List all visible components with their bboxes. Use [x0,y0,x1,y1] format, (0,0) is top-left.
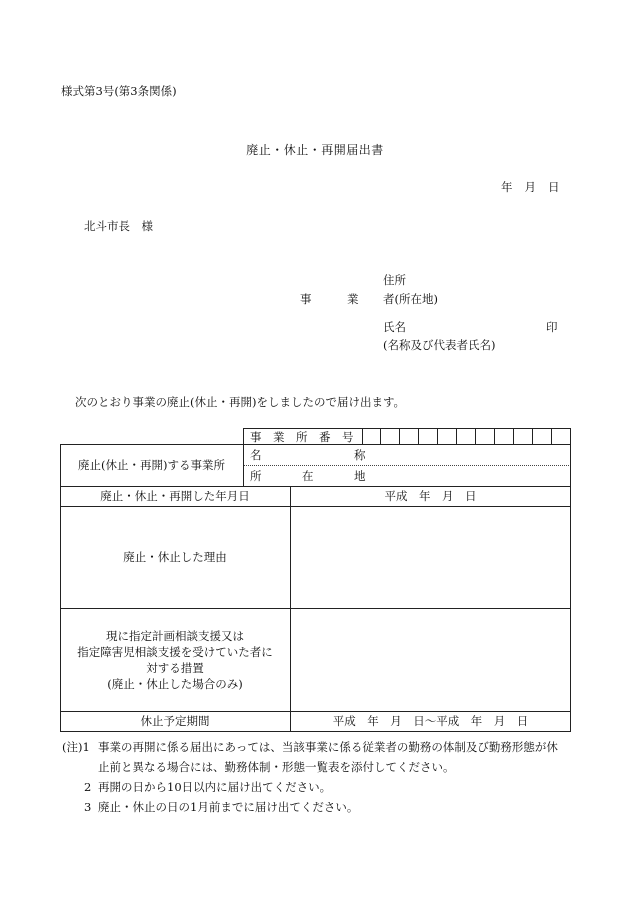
notification-table [60,428,571,732]
office-name-label [250,447,366,463]
date-month-label: 月 [524,180,536,194]
note-item [62,737,582,757]
note-text: 廃止・休止の日の1月前までに届け出てください。 [98,800,359,814]
measures-line: 現に指定計画相談支援又は [106,628,244,643]
office-location-char: 地 [354,469,366,483]
digit-box-rule [380,428,381,444]
seal-label: 印 [546,320,558,334]
date-label: 廃止・休止・再開した年月日 [100,489,250,503]
note-item [62,757,582,777]
table-rule [290,486,291,732]
office-number-char: 業 [273,430,285,444]
reason-label: 廃止・休止した理由 [123,550,227,564]
measures-line: 指定障害児相談支援を受けていた者に [77,644,273,659]
notes [62,737,582,817]
measures-label [60,608,290,711]
office-number-char: 事 [250,430,262,444]
digit-box-rule [418,428,419,444]
measures-line: (廃止・休止した場合のみ) [107,676,243,691]
table-rule [362,428,363,444]
digit-box-rule [437,428,438,444]
table-rule [570,428,571,732]
digit-box-rule [475,428,476,444]
note-text: 事業の再開に係る届出にあっては、当該事業に係る従業者の勤務の体制及び勤務形態が休 [98,740,558,754]
name-label: 氏名 [383,320,406,334]
digit-box-rule [456,428,457,444]
digit-box-rule [494,428,495,444]
note-marker: 3 [84,800,92,814]
date-value: 平成 年 月 日 [384,489,477,503]
office-number-char: 号 [342,430,354,444]
period-value: 平成 年 月 日～平成 年 月 日 [332,714,529,728]
office-location-char: 所 [250,469,262,483]
note-item [62,777,582,797]
office-number-char: 所 [296,430,308,444]
date-line [501,179,560,195]
office-name-char: 名 [250,448,262,462]
note-text: 止前と異なる場合には、勤務体制・形態一覧表を添付してください。 [98,760,455,774]
office-name-char: 称 [354,448,366,462]
note-marker: 2 [84,780,92,794]
addressee: 北斗市長 様 [84,219,153,233]
name-note: (名称及び代表者氏名) [383,338,496,352]
office-label: 廃止(休止・再開)する事業所 [78,458,225,472]
digit-box-rule [532,428,533,444]
form-number: 様式第3号(第3条関係) [61,84,177,98]
jigyosha-char: 者 [383,292,395,306]
location-label: (所在地) [394,292,438,306]
date-day-label: 日 [548,180,560,194]
measures-line: 対する措置 [146,660,204,675]
note-marker: (注)1 [62,740,90,754]
jigyosha-label [300,291,438,307]
table-rule-dotted [243,465,571,466]
intro-text: 次のとおり事業の廃止(休止・再開)をしましたので届け出ます。 [75,395,406,409]
table-rule [243,428,244,486]
digit-box-rule [551,428,552,444]
office-location-label [250,468,366,484]
document-title: 廃止・休止・再開届出書 [246,143,384,157]
address-label: 住所 [383,273,406,287]
digit-box-rule [399,428,400,444]
note-item [62,797,582,817]
table-rule [60,731,571,732]
period-label: 休止予定期間 [140,714,210,728]
office-location-char: 在 [302,469,314,483]
digit-box-rule [513,428,514,444]
jigyosha-char: 事 [300,292,312,306]
date-year-label: 年 [501,180,513,194]
office-number-label [250,429,354,445]
office-number-char: 番 [319,430,331,444]
note-text: 再開の日から10日以内に届け出てください。 [98,780,332,794]
jigyosha-char: 業 [347,292,359,306]
